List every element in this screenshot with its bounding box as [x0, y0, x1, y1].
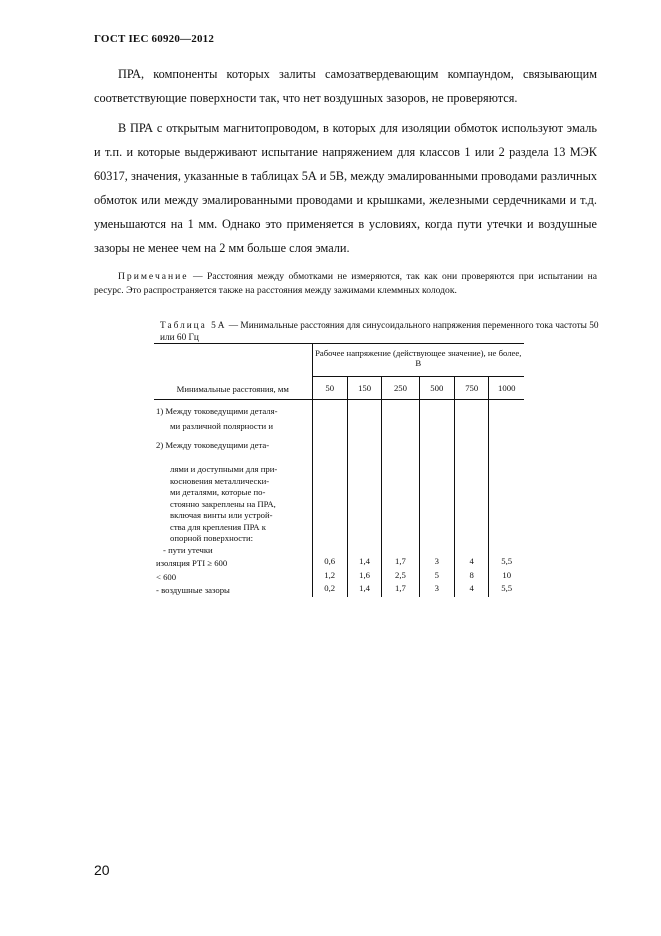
- table-cell: 1,2: [312, 570, 347, 584]
- paragraph-1: ПРА, компоненты которых залиты самозатвердевающим компаундом, связывающим соответствующие поверхности так, что нет воздушных зазоров, не проверяются.: [94, 67, 597, 105]
- row-label: < 600: [156, 571, 177, 582]
- table-row: [154, 400, 524, 433]
- table-cell: 1,4: [347, 556, 381, 570]
- voltage-header: 750: [455, 377, 489, 400]
- row-label-line: включая винты или устрой-: [170, 510, 273, 520]
- voltage-header: 150: [347, 377, 381, 400]
- table-cell: 1,7: [382, 556, 419, 570]
- table-caption-label: Таблица 5А: [160, 321, 227, 331]
- note-label: Примечание: [118, 271, 189, 282]
- row-label-line: ми деталями, которые по-: [170, 487, 266, 497]
- table-cell: 4: [455, 556, 489, 570]
- table-row: [154, 432, 524, 458]
- table-cell: 0,2: [312, 583, 347, 597]
- row-label-line: ства для крепления ПРА к: [170, 521, 266, 532]
- table-cell: 5,5: [489, 556, 524, 570]
- row-label-line: 1) Между токоведущими деталя-: [156, 406, 278, 416]
- table-left-header: Минимальные расстояния, мм: [154, 344, 312, 400]
- table-cell: 5: [419, 570, 454, 584]
- table-5a: [154, 343, 524, 597]
- table-cell: 5,5: [489, 583, 524, 597]
- table-row: [154, 458, 524, 556]
- voltage-header: 50: [312, 377, 347, 400]
- table-caption: [160, 320, 600, 344]
- row-label-line: стоянно закреплены на ПРА,: [170, 498, 276, 509]
- row-label-line: лями и доступными для при-: [170, 464, 278, 474]
- table-cell: 1,4: [347, 583, 381, 597]
- table-row: [154, 556, 524, 570]
- table-group-header: Рабочее напряжение (действующее значение), не более, В: [312, 344, 524, 377]
- table-cell: 3: [419, 583, 454, 597]
- table-caption-text: — Минимальные расстояния для синусоидального напряжения переменного тока частоты 50 или 60 Гц: [160, 321, 599, 343]
- paragraph-2: В ПРА с открытым магнитопроводом, в которых для изоляции обмоток используют эмаль и т.п. и которые выдерживают испытание напряжением для классов 1 или 2 раздела 13 МЭК 60317, значения, указанные в таблицах 5А и 5В, между эмалированными проводами различных обмоток или между эмалированными проводами и крышками, железными сердечниками и т.д. уменьшаются на 1 мм. Однако это применяется в условиях, когда пути утечки и воздушные зазоры не менее чем на 2 мм больше слоя эмали.: [94, 121, 597, 255]
- row-label-line: опорной поверхности:: [170, 533, 254, 543]
- table-row: [154, 583, 524, 597]
- table-cell: 10: [489, 570, 524, 584]
- body-text: [94, 62, 597, 266]
- note-text: — Расстояния между обмотками не измеряются, так как они проверяются при испытании на ресурс. Это распространяется также на расстояния между зажимами клеммных колодок.: [94, 271, 597, 296]
- row-label-line: ми различной полярности и: [170, 420, 274, 431]
- row-label-line: косновения металлически-: [170, 475, 270, 486]
- table-cell: 0,6: [312, 556, 347, 570]
- table-cell: 1,6: [347, 570, 381, 584]
- table-cell: 1,7: [382, 583, 419, 597]
- note: [94, 270, 597, 298]
- voltage-header: 250: [382, 377, 419, 400]
- page-number: 20: [94, 862, 110, 878]
- row-label-line: 2) Между токоведущими дета-: [156, 440, 270, 450]
- row-label-line: - пути утечки: [163, 544, 213, 555]
- document-header: ГОСТ IEC 60920—2012: [94, 33, 215, 45]
- table-cell: 4: [455, 583, 489, 597]
- table-cell: 3: [419, 556, 454, 570]
- voltage-header: 1000: [489, 377, 524, 400]
- row-label: изоляция PTI ≥ 600: [156, 558, 228, 568]
- table-cell: 2,5: [382, 570, 419, 584]
- row-label: - воздушные зазоры: [156, 585, 230, 595]
- voltage-header: 500: [419, 377, 454, 400]
- table-cell: 8: [455, 570, 489, 584]
- table-row: [154, 570, 524, 584]
